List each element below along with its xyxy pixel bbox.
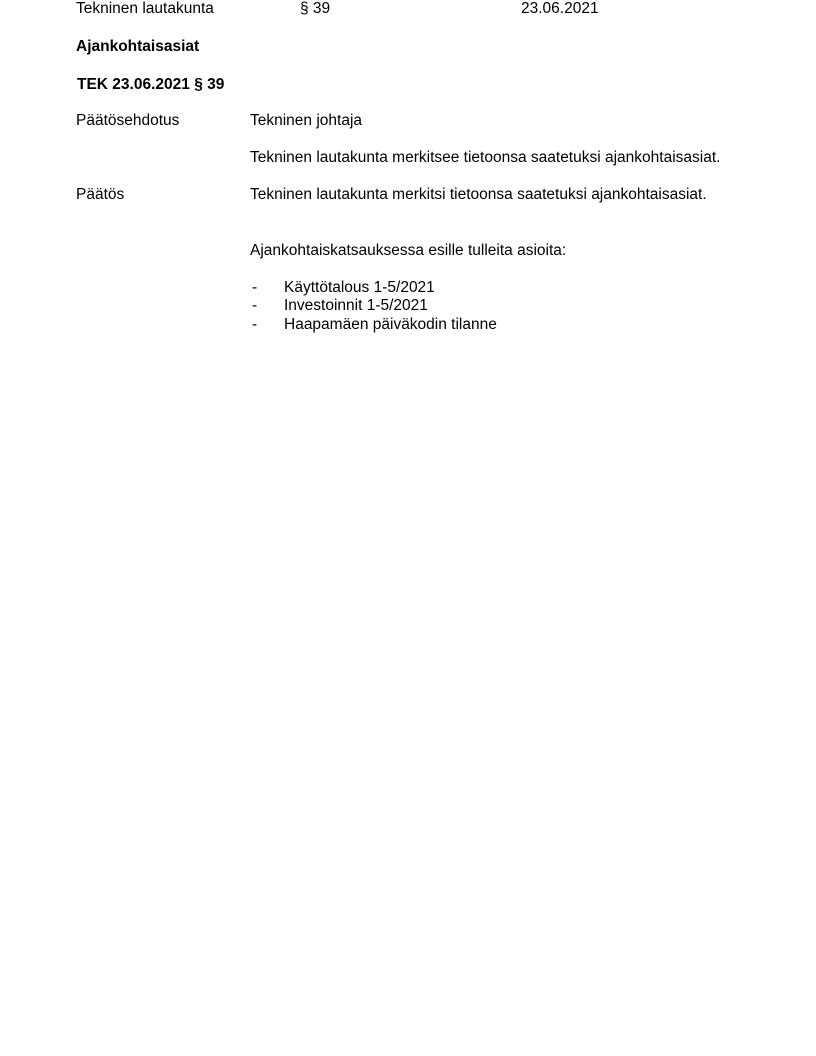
proposal-text: Tekninen lautakunta merkitsee tietoonsa saatetuksi ajankohtaisasiat. [250, 149, 721, 166]
decision-text: Tekninen lautakunta merkitsi tietoonsa saatetuksi ajankohtaisasiat. [250, 186, 707, 203]
decision-intro: Ajankohtaiskatsauksessa esille tulleita asioita: [250, 242, 567, 259]
bullet-dash: - [252, 297, 258, 314]
list-item-text: Käyttötalous 1-5/2021 [284, 279, 435, 296]
reference-line: TEK 23.06.2021 § 39 [77, 76, 225, 93]
bullet-dash: - [252, 279, 258, 296]
organ-name: Tekninen lautakunta [76, 0, 214, 17]
proposal-label: Päätösehdotus [76, 112, 180, 129]
proposal-author: Tekninen johtaja [250, 112, 363, 129]
section-number: § 39 [300, 0, 331, 17]
meeting-date: 23.06.2021 [521, 0, 599, 17]
bullet-dash: - [252, 316, 258, 333]
list-item-text: Haapamäen päiväkodin tilanne [284, 316, 497, 333]
page-title: Ajankohtaisasiat [76, 38, 200, 55]
decision-label: Päätös [76, 186, 125, 203]
list-item-text: Investoinnit 1-5/2021 [284, 297, 428, 314]
